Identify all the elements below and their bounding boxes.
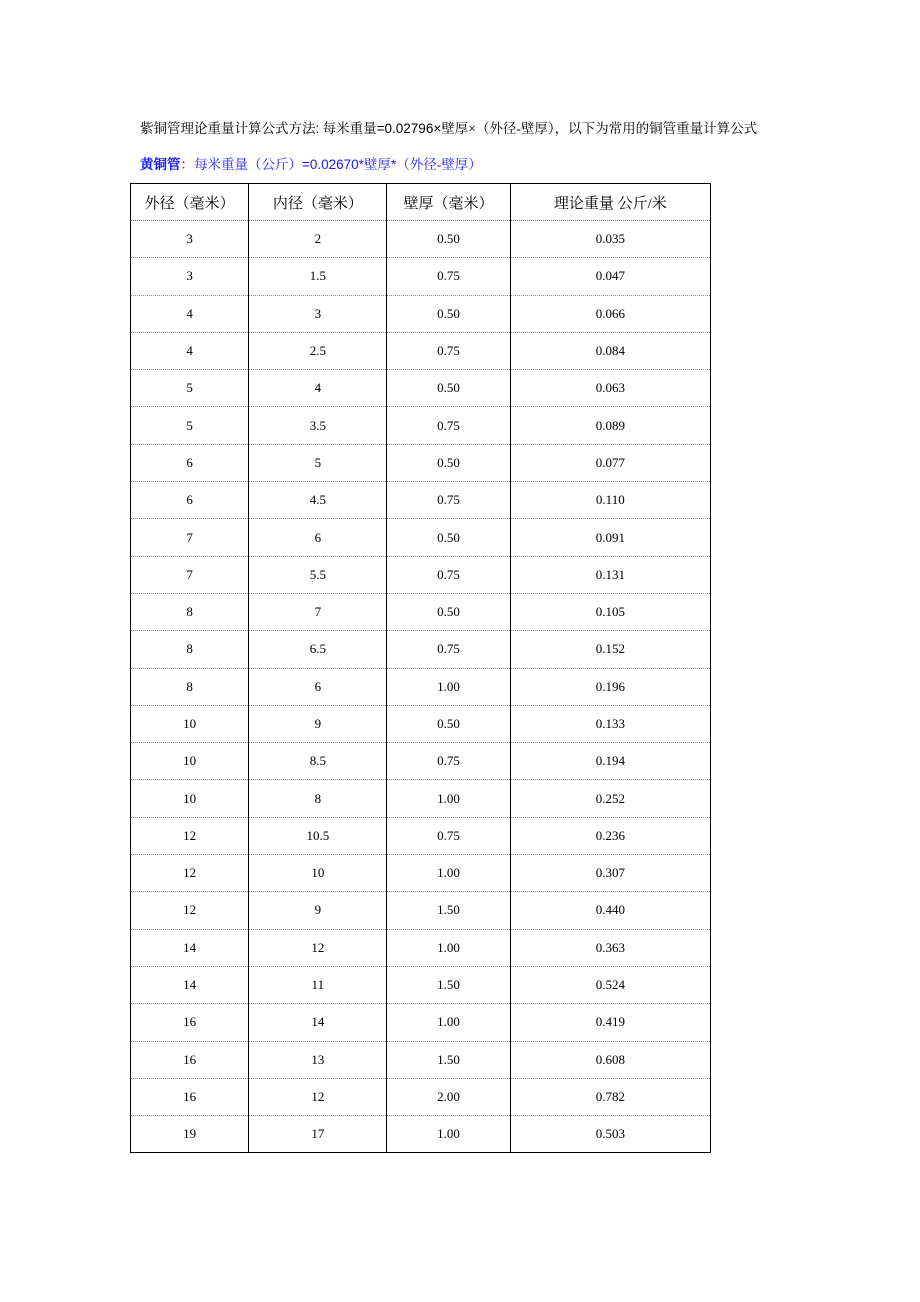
cell-inner-diameter: 12 bbox=[249, 1078, 387, 1115]
header-wall-thickness: 壁厚（毫米） bbox=[387, 184, 510, 221]
intro-colon: : bbox=[315, 121, 320, 136]
table-row bbox=[131, 258, 711, 295]
brass-formula-line bbox=[140, 155, 482, 175]
cell-outer-diameter: 14 bbox=[131, 929, 249, 966]
intro-title: 紫铜管理论重量计算公式方法 bbox=[140, 121, 316, 136]
table-row bbox=[131, 929, 711, 966]
cell-theoretical-weight: 0.131 bbox=[510, 556, 710, 593]
cell-outer-diameter: 14 bbox=[131, 966, 249, 1003]
table-row bbox=[131, 966, 711, 1003]
cell-outer-diameter: 4 bbox=[131, 332, 249, 369]
cell-inner-diameter: 6 bbox=[249, 668, 387, 705]
table-row bbox=[131, 332, 711, 369]
cell-wall-thickness: 1.50 bbox=[387, 966, 510, 1003]
cell-outer-diameter: 5 bbox=[131, 407, 249, 444]
cell-inner-diameter: 4.5 bbox=[249, 482, 387, 519]
cell-inner-diameter: 8.5 bbox=[249, 743, 387, 780]
brass-label: 黄铜管 bbox=[140, 157, 181, 172]
table-row bbox=[131, 593, 711, 630]
cell-wall-thickness: 0.75 bbox=[387, 556, 510, 593]
table-row bbox=[131, 1116, 711, 1153]
cell-wall-thickness: 0.50 bbox=[387, 593, 510, 630]
cell-theoretical-weight: 0.110 bbox=[510, 482, 710, 519]
cell-theoretical-weight: 0.419 bbox=[510, 1004, 710, 1041]
cell-outer-diameter: 10 bbox=[131, 743, 249, 780]
cell-wall-thickness: 1.50 bbox=[387, 892, 510, 929]
cell-wall-thickness: 1.00 bbox=[387, 780, 510, 817]
cell-wall-thickness: 0.50 bbox=[387, 444, 510, 481]
cell-outer-diameter: 19 bbox=[131, 1116, 249, 1153]
header-outer-diameter: 外径（毫米） bbox=[131, 184, 249, 221]
cell-outer-diameter: 16 bbox=[131, 1041, 249, 1078]
cell-wall-thickness: 1.00 bbox=[387, 929, 510, 966]
cell-wall-thickness: 0.75 bbox=[387, 258, 510, 295]
cell-wall-thickness: 1.50 bbox=[387, 1041, 510, 1078]
cell-theoretical-weight: 0.063 bbox=[510, 370, 710, 407]
brass-formula-wall: 壁厚 bbox=[363, 157, 391, 172]
cell-outer-diameter: 8 bbox=[131, 631, 249, 668]
cell-theoretical-weight: 0.035 bbox=[510, 221, 710, 258]
table-row bbox=[131, 817, 711, 854]
cell-wall-thickness: 0.50 bbox=[387, 519, 510, 556]
cell-outer-diameter: 8 bbox=[131, 668, 249, 705]
cell-inner-diameter: 6.5 bbox=[249, 631, 387, 668]
cell-inner-diameter: 4 bbox=[249, 370, 387, 407]
cell-outer-diameter: 16 bbox=[131, 1078, 249, 1115]
cell-inner-diameter: 2 bbox=[249, 221, 387, 258]
cell-wall-thickness: 0.75 bbox=[387, 743, 510, 780]
cell-outer-diameter: 12 bbox=[131, 892, 249, 929]
cell-outer-diameter: 3 bbox=[131, 221, 249, 258]
cell-theoretical-weight: 0.089 bbox=[510, 407, 710, 444]
cell-outer-diameter: 4 bbox=[131, 295, 249, 332]
table-row bbox=[131, 370, 711, 407]
brass-colon: ： bbox=[180, 157, 194, 172]
table-row bbox=[131, 668, 711, 705]
cell-wall-thickness: 2.00 bbox=[387, 1078, 510, 1115]
cell-inner-diameter: 6 bbox=[249, 519, 387, 556]
cell-inner-diameter: 2.5 bbox=[249, 332, 387, 369]
table-row bbox=[131, 221, 711, 258]
cell-inner-diameter: 14 bbox=[249, 1004, 387, 1041]
table-row bbox=[131, 295, 711, 332]
table-row bbox=[131, 1004, 711, 1041]
brass-formula-tail: （外径-壁厚） bbox=[396, 157, 482, 172]
table-row bbox=[131, 519, 711, 556]
cell-theoretical-weight: 0.077 bbox=[510, 444, 710, 481]
cell-wall-thickness: 0.75 bbox=[387, 332, 510, 369]
cell-inner-diameter: 9 bbox=[249, 705, 387, 742]
cell-outer-diameter: 7 bbox=[131, 519, 249, 556]
cell-theoretical-weight: 0.608 bbox=[510, 1041, 710, 1078]
cell-inner-diameter: 10.5 bbox=[249, 817, 387, 854]
header-inner-diameter: 内径（毫米） bbox=[249, 184, 387, 221]
table-row bbox=[131, 1041, 711, 1078]
cell-inner-diameter: 12 bbox=[249, 929, 387, 966]
table-row bbox=[131, 444, 711, 481]
cell-inner-diameter: 11 bbox=[249, 966, 387, 1003]
cell-theoretical-weight: 0.091 bbox=[510, 519, 710, 556]
cell-inner-diameter: 7 bbox=[249, 593, 387, 630]
cell-inner-diameter: 3 bbox=[249, 295, 387, 332]
cell-wall-thickness: 0.50 bbox=[387, 295, 510, 332]
table-row bbox=[131, 1078, 711, 1115]
cell-wall-thickness: 1.00 bbox=[387, 668, 510, 705]
brass-formula-expression: =0.02670* bbox=[302, 157, 364, 172]
cell-inner-diameter: 3.5 bbox=[249, 407, 387, 444]
table-row bbox=[131, 743, 711, 780]
table-row bbox=[131, 407, 711, 444]
cell-theoretical-weight: 0.503 bbox=[510, 1116, 710, 1153]
table-body bbox=[131, 221, 711, 1153]
cell-wall-thickness: 0.75 bbox=[387, 817, 510, 854]
cell-outer-diameter: 10 bbox=[131, 780, 249, 817]
cell-outer-diameter: 16 bbox=[131, 1004, 249, 1041]
cell-inner-diameter: 9 bbox=[249, 892, 387, 929]
cell-wall-thickness: 0.50 bbox=[387, 705, 510, 742]
cell-outer-diameter: 5 bbox=[131, 370, 249, 407]
cell-theoretical-weight: 0.196 bbox=[510, 668, 710, 705]
cell-theoretical-weight: 0.133 bbox=[510, 705, 710, 742]
table-row bbox=[131, 855, 711, 892]
intro-formula-label: 每米重量 bbox=[322, 121, 377, 136]
cell-outer-diameter: 12 bbox=[131, 817, 249, 854]
cell-theoretical-weight: 0.236 bbox=[510, 817, 710, 854]
cell-wall-thickness: 0.75 bbox=[387, 407, 510, 444]
table-row bbox=[131, 780, 711, 817]
cell-inner-diameter: 1.5 bbox=[249, 258, 387, 295]
cell-wall-thickness: 0.75 bbox=[387, 631, 510, 668]
cell-inner-diameter: 5 bbox=[249, 444, 387, 481]
header-theoretical-weight: 理论重量 公斤/米 bbox=[510, 184, 710, 221]
cell-outer-diameter: 6 bbox=[131, 444, 249, 481]
table-row bbox=[131, 892, 711, 929]
cell-theoretical-weight: 0.105 bbox=[510, 593, 710, 630]
cell-inner-diameter: 8 bbox=[249, 780, 387, 817]
cell-wall-thickness: 1.00 bbox=[387, 855, 510, 892]
cell-wall-thickness: 1.00 bbox=[387, 1004, 510, 1041]
cell-outer-diameter: 10 bbox=[131, 705, 249, 742]
table-row bbox=[131, 556, 711, 593]
cell-inner-diameter: 5.5 bbox=[249, 556, 387, 593]
intro-formula-line bbox=[140, 119, 757, 139]
intro-formula-tail: 壁厚×（外径-壁厚），以下为常用的铜管重量计算公式 bbox=[441, 121, 758, 136]
cell-theoretical-weight: 0.194 bbox=[510, 743, 710, 780]
cell-theoretical-weight: 0.440 bbox=[510, 892, 710, 929]
cell-outer-diameter: 6 bbox=[131, 482, 249, 519]
brass-formula-star: * bbox=[390, 157, 397, 172]
copper-tube-weight-table bbox=[130, 183, 711, 1153]
cell-theoretical-weight: 0.066 bbox=[510, 295, 710, 332]
cell-outer-diameter: 7 bbox=[131, 556, 249, 593]
table-row bbox=[131, 482, 711, 519]
brass-formula-label: 每米重量（公斤） bbox=[194, 157, 302, 172]
cell-theoretical-weight: 0.524 bbox=[510, 966, 710, 1003]
cell-theoretical-weight: 0.252 bbox=[510, 780, 710, 817]
cell-theoretical-weight: 0.047 bbox=[510, 258, 710, 295]
cell-inner-diameter: 13 bbox=[249, 1041, 387, 1078]
cell-wall-thickness: 0.50 bbox=[387, 221, 510, 258]
table-row bbox=[131, 705, 711, 742]
table-row bbox=[131, 631, 711, 668]
cell-inner-diameter: 17 bbox=[249, 1116, 387, 1153]
cell-theoretical-weight: 0.152 bbox=[510, 631, 710, 668]
cell-wall-thickness: 0.50 bbox=[387, 370, 510, 407]
cell-theoretical-weight: 0.363 bbox=[510, 929, 710, 966]
cell-outer-diameter: 12 bbox=[131, 855, 249, 892]
intro-formula-expression: =0.02796× bbox=[376, 121, 442, 136]
cell-outer-diameter: 3 bbox=[131, 258, 249, 295]
cell-inner-diameter: 10 bbox=[249, 855, 387, 892]
cell-outer-diameter: 8 bbox=[131, 593, 249, 630]
cell-theoretical-weight: 0.782 bbox=[510, 1078, 710, 1115]
table-header-row bbox=[131, 184, 711, 221]
cell-wall-thickness: 0.75 bbox=[387, 482, 510, 519]
cell-theoretical-weight: 0.307 bbox=[510, 855, 710, 892]
cell-theoretical-weight: 0.084 bbox=[510, 332, 710, 369]
cell-wall-thickness: 1.00 bbox=[387, 1116, 510, 1153]
